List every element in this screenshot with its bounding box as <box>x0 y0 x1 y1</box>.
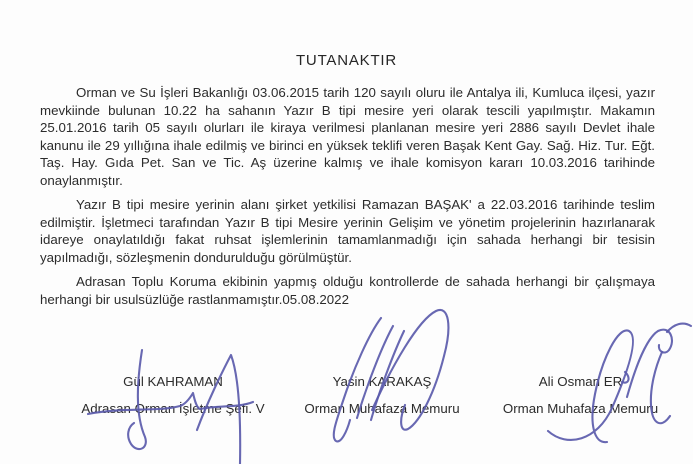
signatory-title: Orman Muhafaza Memuru <box>502 401 659 416</box>
paragraph-2: Yazır B tipi mesire yerinin alanı şirket yetkilisi Ramazan BAŞAK' a 22.03.2016 tarihinde teslim edilmiştir. İşletmeci tarafından Yazır B tipi Mesire yerinin Gelişim ve yönetim projelerinin hazırlanarak idareye onaylatıldığı fakat ruhsat işlemlerinin tamamlanmadığı için sahada herhangi bir tesisin yapılmadığı, sözleşmenin dondurulduğu görülmüştür. <box>40 197 655 265</box>
signature-block-1 <box>58 374 288 416</box>
document-body <box>40 84 655 315</box>
document-title: TUTANAKTIR <box>295 52 398 69</box>
signatory-name: Yasin KARAKAŞ <box>332 374 432 389</box>
signatory-name: Ali Osman ER <box>538 374 623 389</box>
signatory-title: Adrasan Orman İşletme Şefi. V <box>81 401 265 416</box>
signature-block-3 <box>488 374 673 416</box>
signature-block-2 <box>292 374 472 416</box>
paragraph-3: Adrasan Toplu Koruma ekibinin yapmış olduğu kontrollerde de sahada herhangi bir çalışmaya herhangi bir usulsüzlüğe rastlanmamıştır.05.08.2022 <box>40 274 655 307</box>
signatory-name: Gül KAHRAMAN <box>123 374 223 389</box>
signatory-title: Orman Muhafaza Memuru <box>304 401 460 416</box>
signature-3-stroke <box>667 324 691 332</box>
paragraph-1: Orman ve Su İşleri Bakanlığı 03.06.2015 tarih 120 sayılı oluru ile Antalya ili, Kumluca ilçesi, yazır mevkiinde bulunan 10.22 ha sahanın Yazır B tipi mesire yeri olarak tescili yapılmıştır. Makamın 25.01.2016 tarih 05 sayılı olurları ile kiraya verilmesi planlanan mesire yeri 2886 sayılı Devlet ihale kanunu ile 29 yıllığına ihale edilmiş ve birinci en yüksek teklifi veren Başak Kent Gay. Sağ. Hiz. Tur. Eğt. Taş. Hay. Gıda Pet. San ve Tic. Aş üzerine kalmış ve ihale komisyon kararı 10.03.2016 tarihinde onaylanmıştır. <box>40 85 655 188</box>
